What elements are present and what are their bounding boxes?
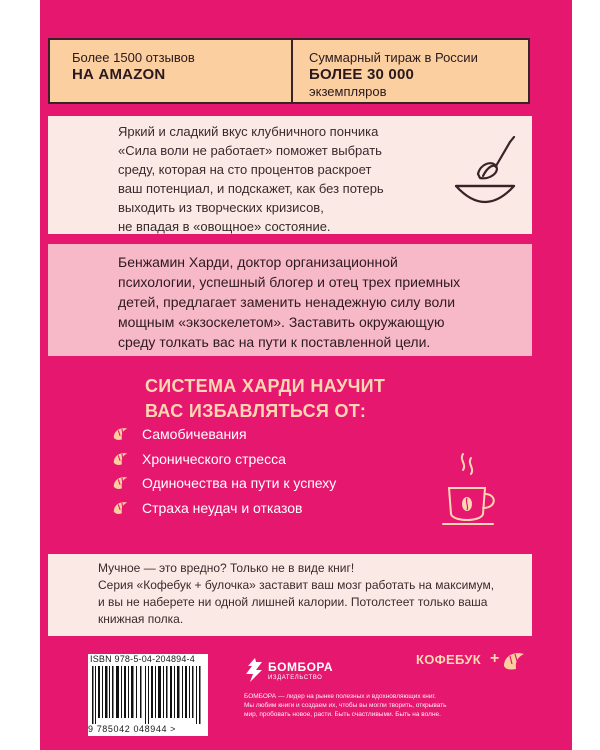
reviews-caption: Более 1500 отзывов xyxy=(72,50,195,65)
croissant-icon xyxy=(112,450,130,468)
amazon-reviews-stat xyxy=(50,40,291,102)
author-line: детей, предлагает заменить ненадежную силу воли xyxy=(118,294,456,310)
system-heading-line: ВАС ИЗБАВЛЯТЬСЯ ОТ: xyxy=(145,401,367,421)
list-item-label: Хронического стресса xyxy=(142,450,286,467)
series-note-line: Серия «Кофебук + булочка» заставит ваш мозг работать на максимум, xyxy=(98,578,495,592)
series-logo xyxy=(416,648,526,676)
barcode-bars xyxy=(90,666,206,724)
publisher-line: БОМБОРА — лидер на рынке полезных и вдохновляющих книг. xyxy=(244,693,436,700)
list-item-label: Одиночества на пути к успеху xyxy=(142,475,337,491)
publisher-line: Мы любим книги и создаем их, чтобы вы могли творить, открывать xyxy=(244,702,447,709)
author-line: Бенжамин Харди, доктор организационной xyxy=(118,254,398,270)
author-line: среду толкать вас на пути к поставленной цели. xyxy=(118,334,431,350)
croissant-icon xyxy=(112,499,130,517)
author-text xyxy=(118,252,518,352)
print-run-unit: экземпляров xyxy=(309,84,387,99)
author-line: психологии, успешный блогер и отец трех приемных xyxy=(118,274,461,290)
list-item-label: Страха неудач и отказов xyxy=(142,499,303,516)
print-run-caption: Суммарный тираж в России xyxy=(309,50,478,65)
promo-line: ваш потенциал, и подскажет, как без потерь xyxy=(118,181,384,196)
coffee-cup-icon xyxy=(441,452,501,534)
promo-line: не впадая в «овощное» состояние. xyxy=(118,219,331,234)
isbn-label: ISBN 978-5-04-204894-4 xyxy=(90,654,195,664)
list-item-label: Самобичевания xyxy=(142,426,247,442)
series-note-text xyxy=(98,560,518,628)
whisk-bowl-icon xyxy=(450,136,520,216)
reviews-source: НА AMAZON xyxy=(72,66,166,83)
promo-line: выходить из творческих кризисов, xyxy=(118,200,324,215)
system-heading-line: СИСТЕМА ХАРДИ НАУЧИТ xyxy=(145,376,386,396)
promo-line: «Сила воли не работает» поможет выбрать xyxy=(118,143,382,158)
list-item xyxy=(112,496,412,520)
barcode-digits: 9 785042 048944 > xyxy=(88,724,177,734)
publisher-name: БОМБОРА xyxy=(268,660,334,674)
barcode xyxy=(88,654,208,736)
promo-text xyxy=(118,122,428,236)
bombora-logo xyxy=(244,656,334,688)
list-item xyxy=(112,471,412,495)
series-note-line: и вы не наберете ни одной лишней калории. Потолстеет только ваша xyxy=(98,595,488,609)
list-item xyxy=(112,447,412,471)
author-block xyxy=(48,244,532,356)
series-note-line: Мучное — это вредно? Только не в виде книг! xyxy=(98,561,355,575)
system-heading xyxy=(145,374,465,424)
author-line: мощным «экзоскелетом». Заставить окружающую xyxy=(118,314,445,330)
promo-line: Яркий и сладкий вкус клубничного пончика xyxy=(118,124,379,139)
print-run-stat xyxy=(291,40,528,102)
promo-line: среду, которая на сто процентов раскроет xyxy=(118,162,372,177)
series-note-line: книжная полка. xyxy=(98,612,184,626)
bombora-mark-icon xyxy=(244,656,266,686)
croissant-icon xyxy=(112,474,130,492)
publisher-text xyxy=(244,692,564,719)
print-run-number: БОЛЕЕ 30 000 xyxy=(309,66,415,83)
stats-panel xyxy=(48,38,530,104)
list-item xyxy=(112,422,412,446)
croissant-icon xyxy=(502,650,526,672)
benefits-list xyxy=(112,422,412,520)
series-name: КОФЕБУК xyxy=(416,652,481,667)
publisher-line: мир, пробовать новое, расти. Быть счастливыми. Быть на волне. xyxy=(244,711,441,718)
series-plus: + xyxy=(490,650,500,667)
series-note-block xyxy=(48,554,532,636)
publisher-sub: ИЗДАТЕЛЬСТВО xyxy=(268,675,323,681)
promo-block xyxy=(48,116,532,234)
croissant-icon xyxy=(112,425,130,443)
